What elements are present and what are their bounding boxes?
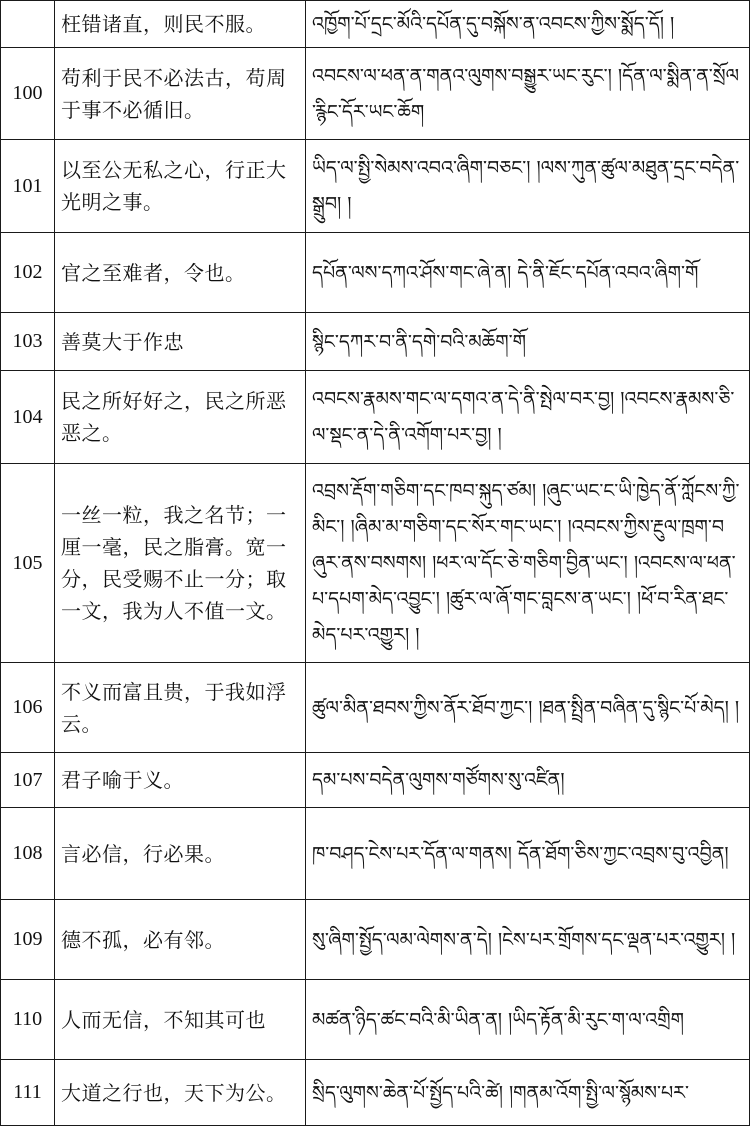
tibetan-translation: སུ་ཞིག་སྤྱོད་ལམ་ལེགས་ན་དེ། །ངེས་པར་གྲོགས་དང་ལྡན་པར་འགྱུར། །	[306, 900, 750, 980]
row-number	[1, 1, 55, 48]
row-number: 102	[1, 233, 55, 313]
tibetan-translation: དམ་པས་བདེན་ལུགས་གཙོགས་སུ་འཛིན།	[306, 753, 750, 808]
tibetan-translation: འཁྱོག་པོ་དྲང་མོའི་དཔོན་དུ་བསྐོས་ན་འབངས་ཀྱིས་སྨོད་དོ། །	[306, 1, 750, 48]
tibetan-translation: ཡིད་ལ་སྤྱི་སེམས་འབའ་ཞིག་བཅང་། །ལས་ཀུན་ཚུལ་མཐུན་དྲང་བདེན་སྒྲུབ། །	[306, 140, 750, 233]
row-number: 108	[1, 808, 55, 900]
table-row	[1, 1060, 750, 1126]
chinese-proverb: 以至公无私之心，行正大光明之事。	[55, 140, 306, 233]
chinese-proverb: 人而无信，不知其可也	[55, 980, 306, 1060]
tibetan-translation: དཔོན་ལས་དཀའ་ཤོས་གང་ཞེ་ན། དེ་ནི་ཇོང་དཔོན་འབའ་ཞིག་གོ	[306, 233, 750, 313]
chinese-proverb: 民之所好好之，民之所恶恶之。	[55, 371, 306, 464]
tibetan-translation: འབངས་རྣམས་གང་ལ་དགའ་ན་དེ་ནི་སྤེལ་བར་བྱ། །འབངས་རྣམས་ཅི་ལ་སྡང་ན་དེ་ནི་འགོག་པར་བྱ། །	[306, 371, 750, 464]
row-number: 101	[1, 140, 55, 233]
table-row	[1, 48, 750, 140]
row-number: 106	[1, 663, 55, 753]
chinese-proverb: 枉错诸直，则民不服。	[55, 1, 306, 48]
table-row	[1, 371, 750, 464]
proverb-table-body	[1, 1, 750, 1126]
tibetan-translation: ཁ་བཤད་ངེས་པར་དོན་ལ་གནས། དོན་ཐོག་ཅིས་ཀྱང་འབྲས་བུ་འབྱིན།	[306, 808, 750, 900]
tibetan-translation: འབངས་ལ་ཕན་ན་གནའ་ལུགས་བསྒྱུར་ཡང་རུང་། །དོན་ལ་སྨིན་ན་སྲོལ་རྙིང་དོར་ཡང་ཆོག	[306, 48, 750, 140]
table-row	[1, 464, 750, 663]
row-number: 104	[1, 371, 55, 464]
tibetan-translation: འབྲས་རྡོག་གཅིག་དང་ཁབ་སྐུད་ཙམ། །ཞུང་ཡང་ང་ཡི་ཁྱེད་ནོ་ཀློངས་ཀྱི་མིང་། །ཞིམ་མ་གཅིག་དང་སོར་གང་ཡང་། །འབངས་ཀྱིས་རྔུལ་ཁྲག་བཞུར་ནས་བསགས། །ཕར་ལ་དོང་ཅེ་གཅིག་བྱིན་ཡང་། །འབངས་ལ་ཕན་པ་དཔག་མེད་འབྱུང་། །ཚུར་ལ་ཞོ་གང་བླངས་ན་ཡང་། །ཕོ་བ་རིན་ཐང་མེད་པར་འགྱུར། །	[306, 464, 750, 663]
chinese-proverb: 德不孤，必有邻。	[55, 900, 306, 980]
table-row	[1, 808, 750, 900]
row-number: 111	[1, 1060, 55, 1126]
table-row	[1, 753, 750, 808]
table-row	[1, 233, 750, 313]
tibetan-translation: ཚུལ་མིན་ཐབས་ཀྱིས་ནོར་ཐོབ་ཀྱང་། །ཐན་སྤྲིན་བཞིན་དུ་སྙིང་པོ་མེད། །	[306, 663, 750, 753]
tibetan-translation: སྲིད་ལུགས་ཆེན་པོ་སྤྱོད་པའི་ཚེ། །གནམ་འོག་སྤྱི་ལ་སྙོམས་པར་	[306, 1060, 750, 1126]
table-row	[1, 663, 750, 753]
tibetan-translation: སྙིང་དཀར་བ་ནི་དགེ་བའི་མཆོག་གོ	[306, 313, 750, 371]
table-row	[1, 900, 750, 980]
chinese-proverb: 善莫大于作忠	[55, 313, 306, 371]
table-row	[1, 313, 750, 371]
chinese-proverb: 君子喻于义。	[55, 753, 306, 808]
table-row	[1, 1, 750, 48]
row-number: 107	[1, 753, 55, 808]
row-number: 100	[1, 48, 55, 140]
row-number: 109	[1, 900, 55, 980]
chinese-proverb: 官之至难者，令也。	[55, 233, 306, 313]
row-number: 105	[1, 464, 55, 663]
row-number: 110	[1, 980, 55, 1060]
chinese-proverb: 大道之行也，天下为公。	[55, 1060, 306, 1126]
chinese-proverb: 不义而富且贵，于我如浮云。	[55, 663, 306, 753]
row-number: 103	[1, 313, 55, 371]
chinese-proverb: 一丝一粒，我之名节；一厘一毫，民之脂膏。宽一分，民受赐不止一分；取一文，我为人不值一文。	[55, 464, 306, 663]
chinese-proverb: 言必信，行必果。	[55, 808, 306, 900]
table-row	[1, 140, 750, 233]
tibetan-translation: མཚན་ཉིད་ཚང་བའི་མི་ཡིན་ན། །ཡིད་རྟོན་མི་རུང་ག་ལ་འགྲིག	[306, 980, 750, 1060]
table-row	[1, 980, 750, 1060]
chinese-proverb: 苟利于民不必法古，苟周于事不必循旧。	[55, 48, 306, 140]
